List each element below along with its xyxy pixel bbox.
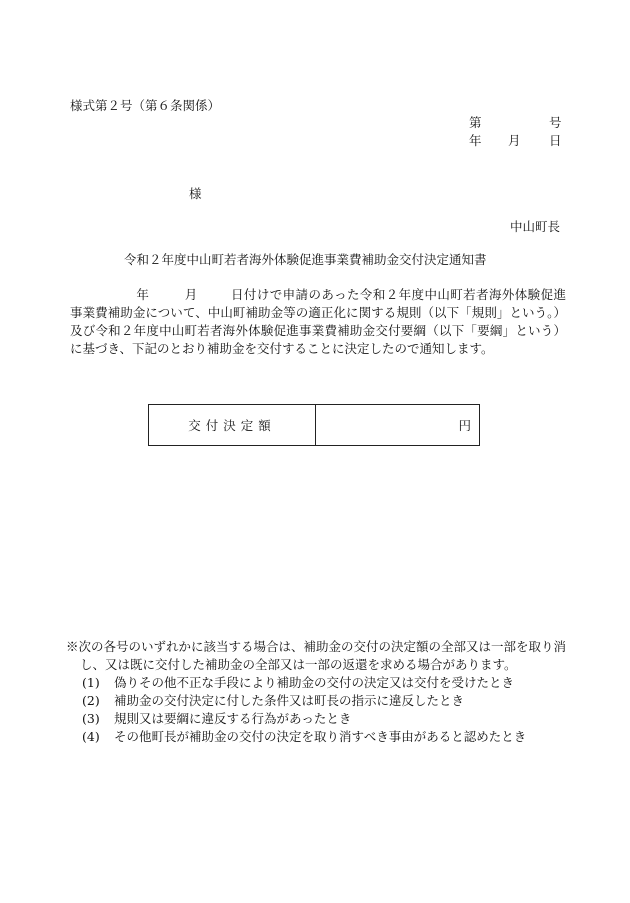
note-item	[66, 692, 566, 710]
issue-date	[469, 131, 562, 149]
document-title: 令和２年度中山町若者海外体験促進事業費補助金交付決定通知書	[124, 252, 487, 267]
amount-unit: 円	[458, 418, 471, 433]
document-number-suffix: 号	[549, 115, 562, 130]
addressee-honorific: 様	[189, 186, 202, 201]
amount-table	[148, 404, 480, 446]
form-number: 様式第２号（第６条関係）	[70, 98, 221, 113]
amount-label: 交付決定額	[149, 405, 316, 445]
notes	[66, 638, 566, 746]
body-year: 年	[136, 287, 150, 302]
note-item-number: (1)	[82, 675, 100, 690]
date-year: 年	[469, 133, 482, 148]
note-item	[66, 674, 566, 692]
body-month: 月	[184, 287, 198, 302]
issuer: 中山町長	[509, 219, 560, 234]
note-item-number: (3)	[82, 711, 100, 726]
document-number-prefix: 第	[469, 115, 482, 130]
note-item-text: 補助金の交付決定に付した条件又は町長の指示に違反したとき	[114, 693, 465, 708]
body-paragraph	[70, 286, 566, 358]
note-item-number: (2)	[82, 693, 100, 708]
note-item-number: (4)	[82, 729, 100, 744]
amount-value-cell	[316, 405, 479, 445]
note-item	[66, 728, 566, 746]
note-item	[66, 710, 566, 728]
note-main: ※次の各号のいずれかに該当する場合は、補助金の交付の決定額の全部又は一部を取り消し、又は既に交付した補助金の全部又は一部の返還を求める場合があります。	[66, 639, 567, 672]
date-day: 日	[549, 133, 562, 148]
body-text: 日付けで申請のあった令和２年度中山町若者海外体験促進事業費補助金について、中山町補助金等の適正化に関する規則（以下「規則」という。）及び令和２年度中山町若者海外体験促進事業費補助金交付要綱（以下「要綱」という）に基づき、下記のとおり補助金を交付することに決定したので通知します。	[70, 287, 566, 356]
note-item-text: 偽りその他不正な手段により補助金の交付の決定又は交付を受けたとき	[114, 675, 515, 690]
date-month: 月	[508, 133, 521, 148]
note-item-text: 規則又は要綱に違反する行為があったとき	[114, 711, 352, 726]
note-item-text: その他町長が補助金の交付の決定を取り消すべき事由があると認めたとき	[114, 729, 527, 744]
